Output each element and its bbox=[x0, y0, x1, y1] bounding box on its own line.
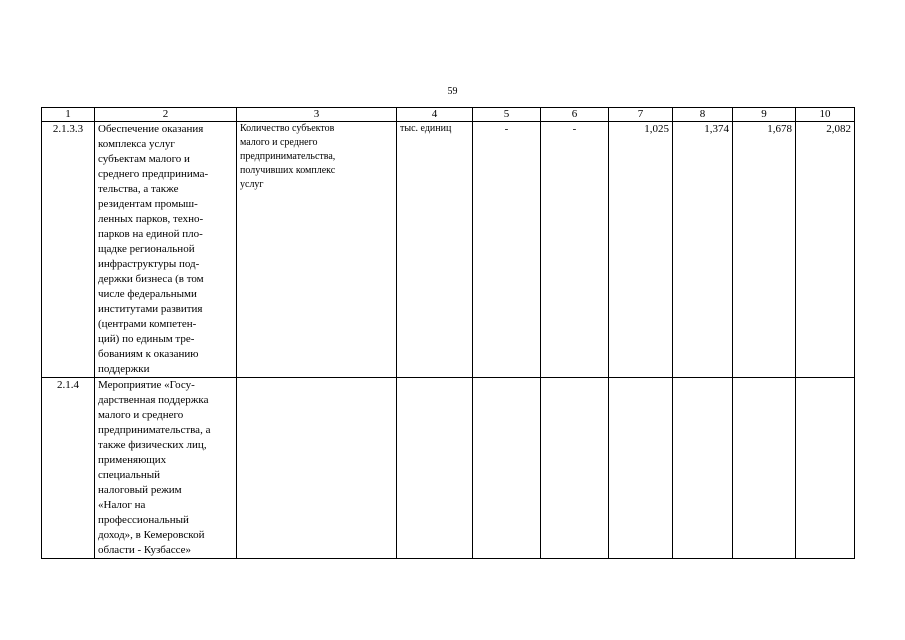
row-indicator-lines bbox=[240, 122, 393, 192]
text-line: держки бизнеса (в том bbox=[98, 273, 204, 285]
row-value: 1,025 bbox=[609, 122, 673, 378]
text-line: профессиональный bbox=[98, 514, 189, 526]
header-cell: 6 bbox=[541, 108, 609, 122]
header-cell: 10 bbox=[796, 108, 855, 122]
text-line: также физических лиц, bbox=[98, 439, 207, 451]
row-value: 1,374 bbox=[673, 122, 733, 378]
row-code: 2.1.3.3 bbox=[42, 122, 95, 378]
empty-cell bbox=[673, 378, 733, 559]
row-name-lines bbox=[98, 122, 233, 377]
text-line: налоговый режим bbox=[98, 484, 182, 496]
page-number: 59 bbox=[447, 86, 458, 97]
row-indicator bbox=[237, 122, 397, 378]
text-line: предпринимательства, а bbox=[98, 424, 211, 436]
header-cell: 9 bbox=[733, 108, 796, 122]
text-line: дарственная поддержка bbox=[98, 394, 209, 406]
empty-cell bbox=[609, 378, 673, 559]
text-line: доход», в Кемеровской bbox=[98, 529, 205, 541]
header-cell: 2 bbox=[95, 108, 237, 122]
row-value: 1,678 bbox=[733, 122, 796, 378]
row-code: 2.1.4 bbox=[42, 378, 95, 559]
text-line: щадке региональной bbox=[98, 243, 195, 255]
text-line: применяющих bbox=[98, 454, 167, 466]
text-line: парков на единой пло- bbox=[98, 228, 203, 240]
empty-cell bbox=[796, 378, 855, 559]
empty-cell bbox=[541, 378, 609, 559]
text-line: бованиям к оказанию bbox=[98, 348, 199, 360]
empty-cell bbox=[237, 378, 397, 559]
row-name bbox=[95, 122, 237, 378]
header-row bbox=[42, 108, 855, 122]
text-line: инфраструктуры под- bbox=[98, 258, 200, 270]
text-line: «Налог на bbox=[98, 499, 146, 511]
header-cell: 1 bbox=[42, 108, 95, 122]
header-cell: 3 bbox=[237, 108, 397, 122]
text-line: получивших комплекс bbox=[240, 165, 336, 176]
text-line: малого и среднего bbox=[98, 409, 184, 421]
empty-cell bbox=[733, 378, 796, 559]
row-name-lines bbox=[98, 378, 233, 558]
text-line: комплекса услуг bbox=[98, 138, 175, 150]
text-line: предпринимательства, bbox=[240, 151, 336, 162]
text-line: Количество субъектов bbox=[240, 123, 335, 134]
text-line: ций) по единым тре- bbox=[98, 333, 195, 345]
table-row bbox=[42, 378, 855, 559]
indicators-table bbox=[41, 107, 855, 559]
text-line: специальный bbox=[98, 469, 161, 481]
empty-cell bbox=[397, 378, 473, 559]
text-line: числе федеральными bbox=[98, 288, 197, 300]
header-cell: 8 bbox=[673, 108, 733, 122]
row-value: 2,082 bbox=[796, 122, 855, 378]
header-cell: 7 bbox=[609, 108, 673, 122]
text-line: тельства, а также bbox=[98, 183, 179, 195]
empty-cell bbox=[473, 378, 541, 559]
text-line: резидентам промыш- bbox=[98, 198, 198, 210]
text-line: среднего предпринима- bbox=[98, 168, 209, 180]
text-line: ленных парков, техно- bbox=[98, 213, 204, 225]
text-line: услуг bbox=[240, 179, 264, 190]
text-line: области - Кузбассе» bbox=[98, 544, 192, 556]
header-cell: 5 bbox=[473, 108, 541, 122]
text-line: институтами развития bbox=[98, 303, 203, 315]
row-value: - bbox=[473, 122, 541, 378]
text-line: Обеспечение оказания bbox=[98, 123, 204, 135]
text-line: (центрами компетен- bbox=[98, 318, 197, 330]
text-line: Мероприятие «Госу- bbox=[98, 379, 195, 391]
text-line: малого и среднего bbox=[240, 137, 318, 148]
text-line: поддержки bbox=[98, 363, 150, 375]
row-unit: тыс. единиц bbox=[397, 122, 473, 378]
row-value: - bbox=[541, 122, 609, 378]
row-name bbox=[95, 378, 237, 559]
header-cell: 4 bbox=[397, 108, 473, 122]
table-row bbox=[42, 122, 855, 378]
text-line: субъектам малого и bbox=[98, 153, 190, 165]
